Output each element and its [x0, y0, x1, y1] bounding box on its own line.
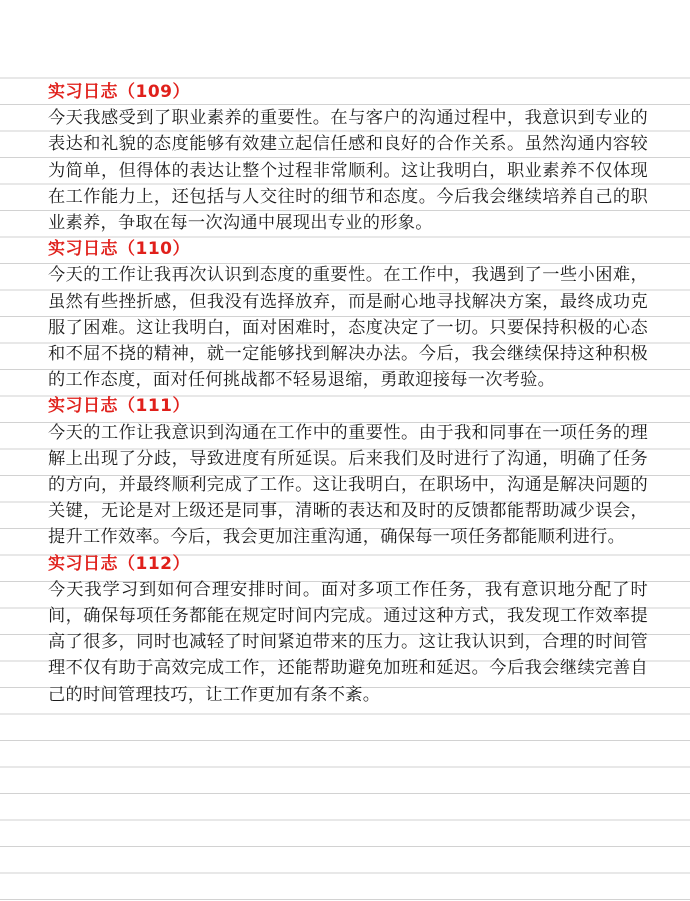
entry-title: 实习日志（109） [48, 82, 190, 102]
journal-entry [48, 79, 648, 236]
entry-body: 今天我学习到如何合理安排时间。面对多项工作任务，我有意识地分配了时间，确保每项任务都能在规定时间内完成。通过这种方式，我发现工作效率提高了很多，同时也减轻了时间紧迫带来的压力。这让我认识到，合理的时间管理不仅有助于高效完成工作，还能帮助避免加班和延迟。今后我会继续完善自己的时间管理技巧，让工作更加有条不紊。 [48, 579, 648, 705]
entry-body: 今天的工作让我再次认识到态度的重要性。在工作中，我遇到了一些小困难，虽然有些挫折感，但我没有选择放弃，而是耐心地寻找解决方案，最终成功克服了困难。这让我明白，面对困难时，态度决定了一切。只要保持积极的心态和不屈不挠的精神，就一定能够找到解决办法。今后，我会继续保持这种积极的工作态度，面对任何挑战都不轻易退缩，勇敢迎接每一次考验。 [48, 265, 648, 391]
entry-body: 今天的工作让我意识到沟通在工作中的重要性。由于我和同事在一项任务的理解上出现了分歧，导致进度有所延误。后来我们及时进行了沟通，明确了任务的方向，并最终顺利完成了工作。这让我明白，在职场中，沟通是解决问题的关键，无论是对上级还是同事，清晰的表达和及时的反馈都能帮助减少误会，提升工作效率。今后，我会更加注重沟通，确保每一项任务都能顺利进行。 [48, 422, 648, 548]
journal-entry [48, 551, 648, 708]
journal-entry [48, 236, 648, 393]
journal-content [48, 79, 648, 708]
entry-title: 实习日志（111） [48, 396, 190, 417]
entry-body: 今天我感受到了职业素养的重要性。在与客户的沟通过程中，我意识到专业的表达和礼貌的态度能够有效建立起信任感和良好的合作关系。虽然沟通内容较为简单，但得体的表达让整个过程非常顺利。这让我明白，职业素养不仅体现在工作能力上，还包括与人交往时的细节和态度。今后我会继续培养自己的职业素养，争取在每一次沟通中展现出专业的形象。 [48, 108, 648, 233]
entry-title: 实习日志（112） [48, 553, 190, 574]
entry-title: 实习日志（110） [48, 239, 190, 260]
journal-entry [48, 393, 648, 550]
